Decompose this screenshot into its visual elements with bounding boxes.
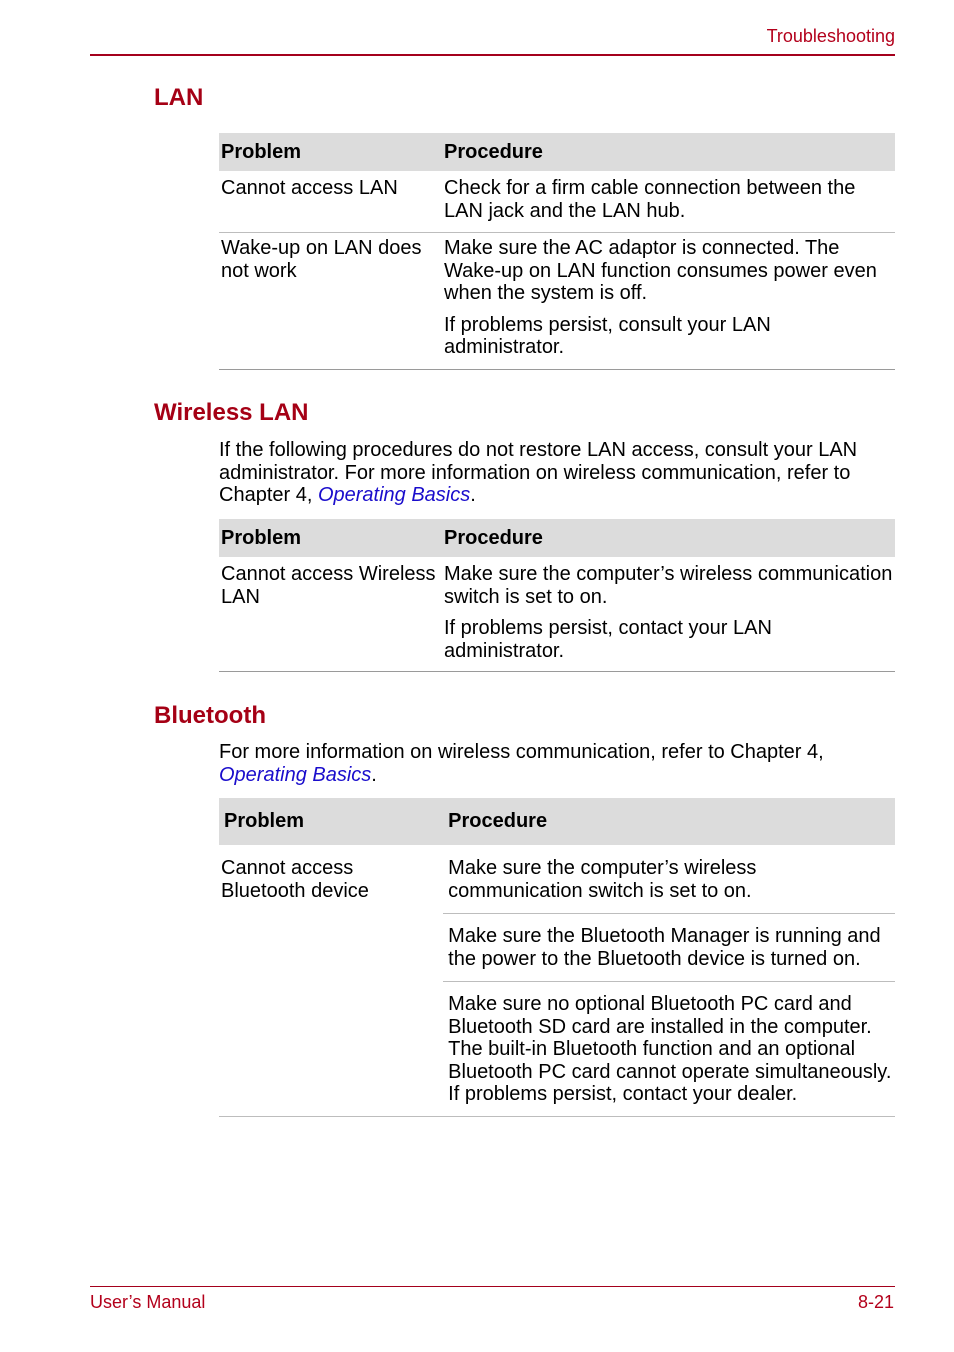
operating-basics-link[interactable]: Operating Basics bbox=[219, 763, 372, 786]
procedure-cell: Make sure the Bluetooth Manager is running and the power to the Bluetooth device is turned on. bbox=[443, 914, 895, 982]
wireless-lan-heading: Wireless LAN bbox=[154, 399, 309, 426]
problem-cell: Cannot access Wireless LAN bbox=[219, 557, 442, 672]
procedure-text: If problems persist, contact your LAN administrator. bbox=[444, 617, 772, 662]
table-row bbox=[219, 233, 895, 370]
table-row bbox=[219, 557, 895, 672]
procedure-cell: Make sure no optional Bluetooth PC card and Bluetooth SD card are installed in the computer. The built-in Bluetooth function and an optional Bluetooth PC card cannot operate simultaneously. If problems persist, contact your dealer. bbox=[443, 982, 895, 1117]
running-header: Troubleshooting bbox=[766, 26, 895, 46]
table-row bbox=[219, 171, 895, 233]
page-number: 8-21 bbox=[857, 1292, 894, 1312]
problem-cell: Wake-up on LAN does not work bbox=[219, 233, 442, 370]
lan-heading: LAN bbox=[154, 84, 204, 111]
bluetooth-table bbox=[219, 798, 895, 1117]
procedure-cell bbox=[442, 233, 895, 370]
procedure-text: Make sure the AC adaptor is connected. The Wake-up on LAN function consumes power even when the system is off. bbox=[444, 237, 877, 304]
procedure-text: If problems persist, consult your LAN administrator. bbox=[444, 313, 771, 358]
problem-cell: Cannot access Bluetooth device bbox=[219, 845, 443, 1116]
procedure-text: Make sure the computer’s wireless communication switch is set to on. bbox=[444, 563, 893, 608]
procedure-cell: Make sure the computer’s wireless communication switch is set to on. bbox=[443, 845, 895, 914]
operating-basics-link[interactable]: Operating Basics bbox=[317, 484, 471, 506]
col-header-problem: Problem bbox=[219, 798, 443, 845]
lan-table bbox=[219, 133, 895, 370]
wireless-intro: If the following procedures do not restore LAN access, consult your LAN administrator. For more information on wireless communication, refer to Chapter 4, Operating Basics. bbox=[219, 439, 858, 506]
wireless-lan-table bbox=[219, 519, 895, 672]
procedure-cell bbox=[442, 557, 895, 672]
bluetooth-intro: For more information on wireless communication, refer to Chapter 4, Operating Basics. bbox=[219, 741, 824, 786]
procedure-cell bbox=[442, 171, 895, 233]
col-header-procedure: Procedure bbox=[442, 133, 895, 171]
col-header-problem: Problem bbox=[219, 519, 442, 557]
footer-manual-title: User’s Manual bbox=[90, 1292, 206, 1312]
col-header-procedure: Procedure bbox=[443, 798, 895, 845]
header-rule bbox=[90, 54, 895, 56]
procedure-text: Check for a firm cable connection between the LAN jack and the LAN hub. bbox=[444, 177, 856, 222]
col-header-problem: Problem bbox=[219, 133, 442, 171]
problem-cell: Cannot access LAN bbox=[219, 171, 442, 233]
footer-rule bbox=[90, 1286, 895, 1287]
col-header-procedure: Procedure bbox=[442, 519, 895, 557]
table-row bbox=[219, 845, 895, 914]
bluetooth-heading: Bluetooth bbox=[154, 702, 266, 729]
